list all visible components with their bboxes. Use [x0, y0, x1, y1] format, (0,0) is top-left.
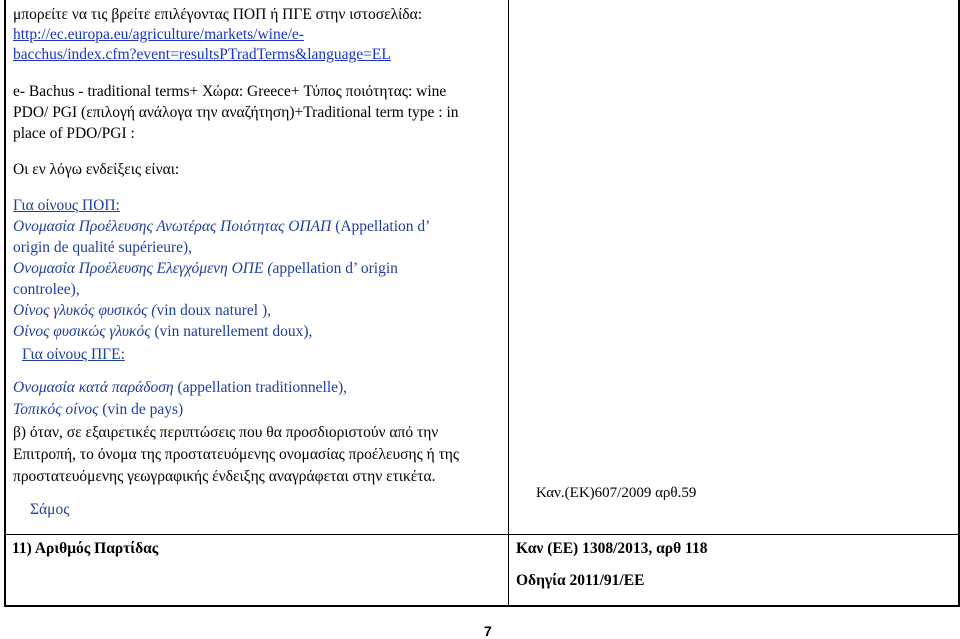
pgi-heading: Για οίνους ΠΓΕ:: [22, 346, 125, 363]
samos-example: Σάμος: [30, 501, 70, 518]
page-number: 7: [484, 623, 492, 639]
beta-paragraph-line-1: β) όταν, σε εξαιρετικές περιπτώσεις που θα προσδιοριστούν από την: [13, 424, 439, 441]
vdn-greek: Οίνος γλυκός φυσικός (: [13, 302, 157, 319]
beta-paragraph-line-2: Επιτροπή, το όνομα της προστατευόμενης ονομασίας προέλευσης ή της: [13, 446, 460, 463]
regulation-reference: Καν.(ΕΚ)607/2009 αρθ.59: [536, 485, 697, 501]
ebacchus-search-line-1: e- Bachus - traditional terms+ Χώρα: Greece+ Τύπος ποιότητας: wine: [13, 83, 447, 100]
batch-number-label: 11) Αριθμός Παρτίδας: [12, 540, 159, 557]
ope-line-1: [13, 259, 398, 279]
vnd-french: (vin naturellement doux),: [150, 323, 313, 340]
ebacchus-link-part-2[interactable]: bacchus/index.cfm?event=resultsPTradTerms&language=EL: [13, 46, 391, 63]
pdo-heading: Για οίνους ΠΟΠ:: [13, 197, 120, 214]
upper-column-divider: [508, 0, 509, 535]
ebacchus-link-part-1[interactable]: http://ec.europa.eu/agriculture/markets/wine/e-: [13, 26, 304, 43]
vnd-greek: Οίνος φυσικώς γλυκός: [13, 323, 151, 340]
opap-french-1: (Appellation d’: [331, 218, 431, 235]
ope-line-2: controlee),: [13, 281, 80, 298]
local-wine-line: [13, 400, 183, 420]
opap-line-2: origin de qualité supérieure),: [13, 239, 193, 256]
local-greek: Τοπικός οίνος: [13, 401, 99, 418]
indications-heading: Οι εν λόγω ενδείξεις είναι:: [13, 161, 180, 178]
vin-doux-naturel-line: [13, 301, 271, 321]
opap-line-1: [13, 217, 430, 237]
opap-greek: Ονομασία Προέλευσης Ανωτέρας Ποιότητας ΟΠΑΠ: [13, 218, 332, 235]
trad-greek: Ονομασία κατά παράδοση: [13, 379, 174, 396]
ope-greek: Ονομασία Προέλευσης Ελεγχόμενη ΟΠΕ (: [13, 260, 273, 277]
lower-column-divider: [508, 535, 509, 605]
intro-text: μπορείτε να τις βρείτε επιλέγοντας ΠΟΠ ή ΠΓΕ στην ιστοσελίδα:: [13, 6, 423, 23]
ebacchus-search-line-2: PDO/ PGI (επιλογή ανάλογα την αναζήτηση)+Traditional term type : in: [13, 104, 459, 121]
regulation-1308-reference: Καν (ΕΕ) 1308/2013, αρθ 118: [516, 540, 708, 557]
trad-french: (appellation traditionnelle),: [173, 379, 348, 396]
ebacchus-search-line-3: place of PDO/PGI :: [13, 125, 135, 142]
vdn-french: vin doux naturel ),: [156, 302, 271, 319]
vin-naturellement-doux-line: [13, 322, 312, 342]
beta-paragraph-line-3: προστατευόμενης γεωγραφικής ένδειξης αναγράφεται στην ετικέτα.: [13, 468, 436, 485]
directive-reference: Οδηγία 2011/91/ΕΕ: [516, 572, 645, 589]
local-french: (vin de pays): [98, 401, 184, 418]
traditional-appellation-line: [13, 378, 347, 398]
ope-french-1: appellation d’ origin: [272, 260, 398, 277]
